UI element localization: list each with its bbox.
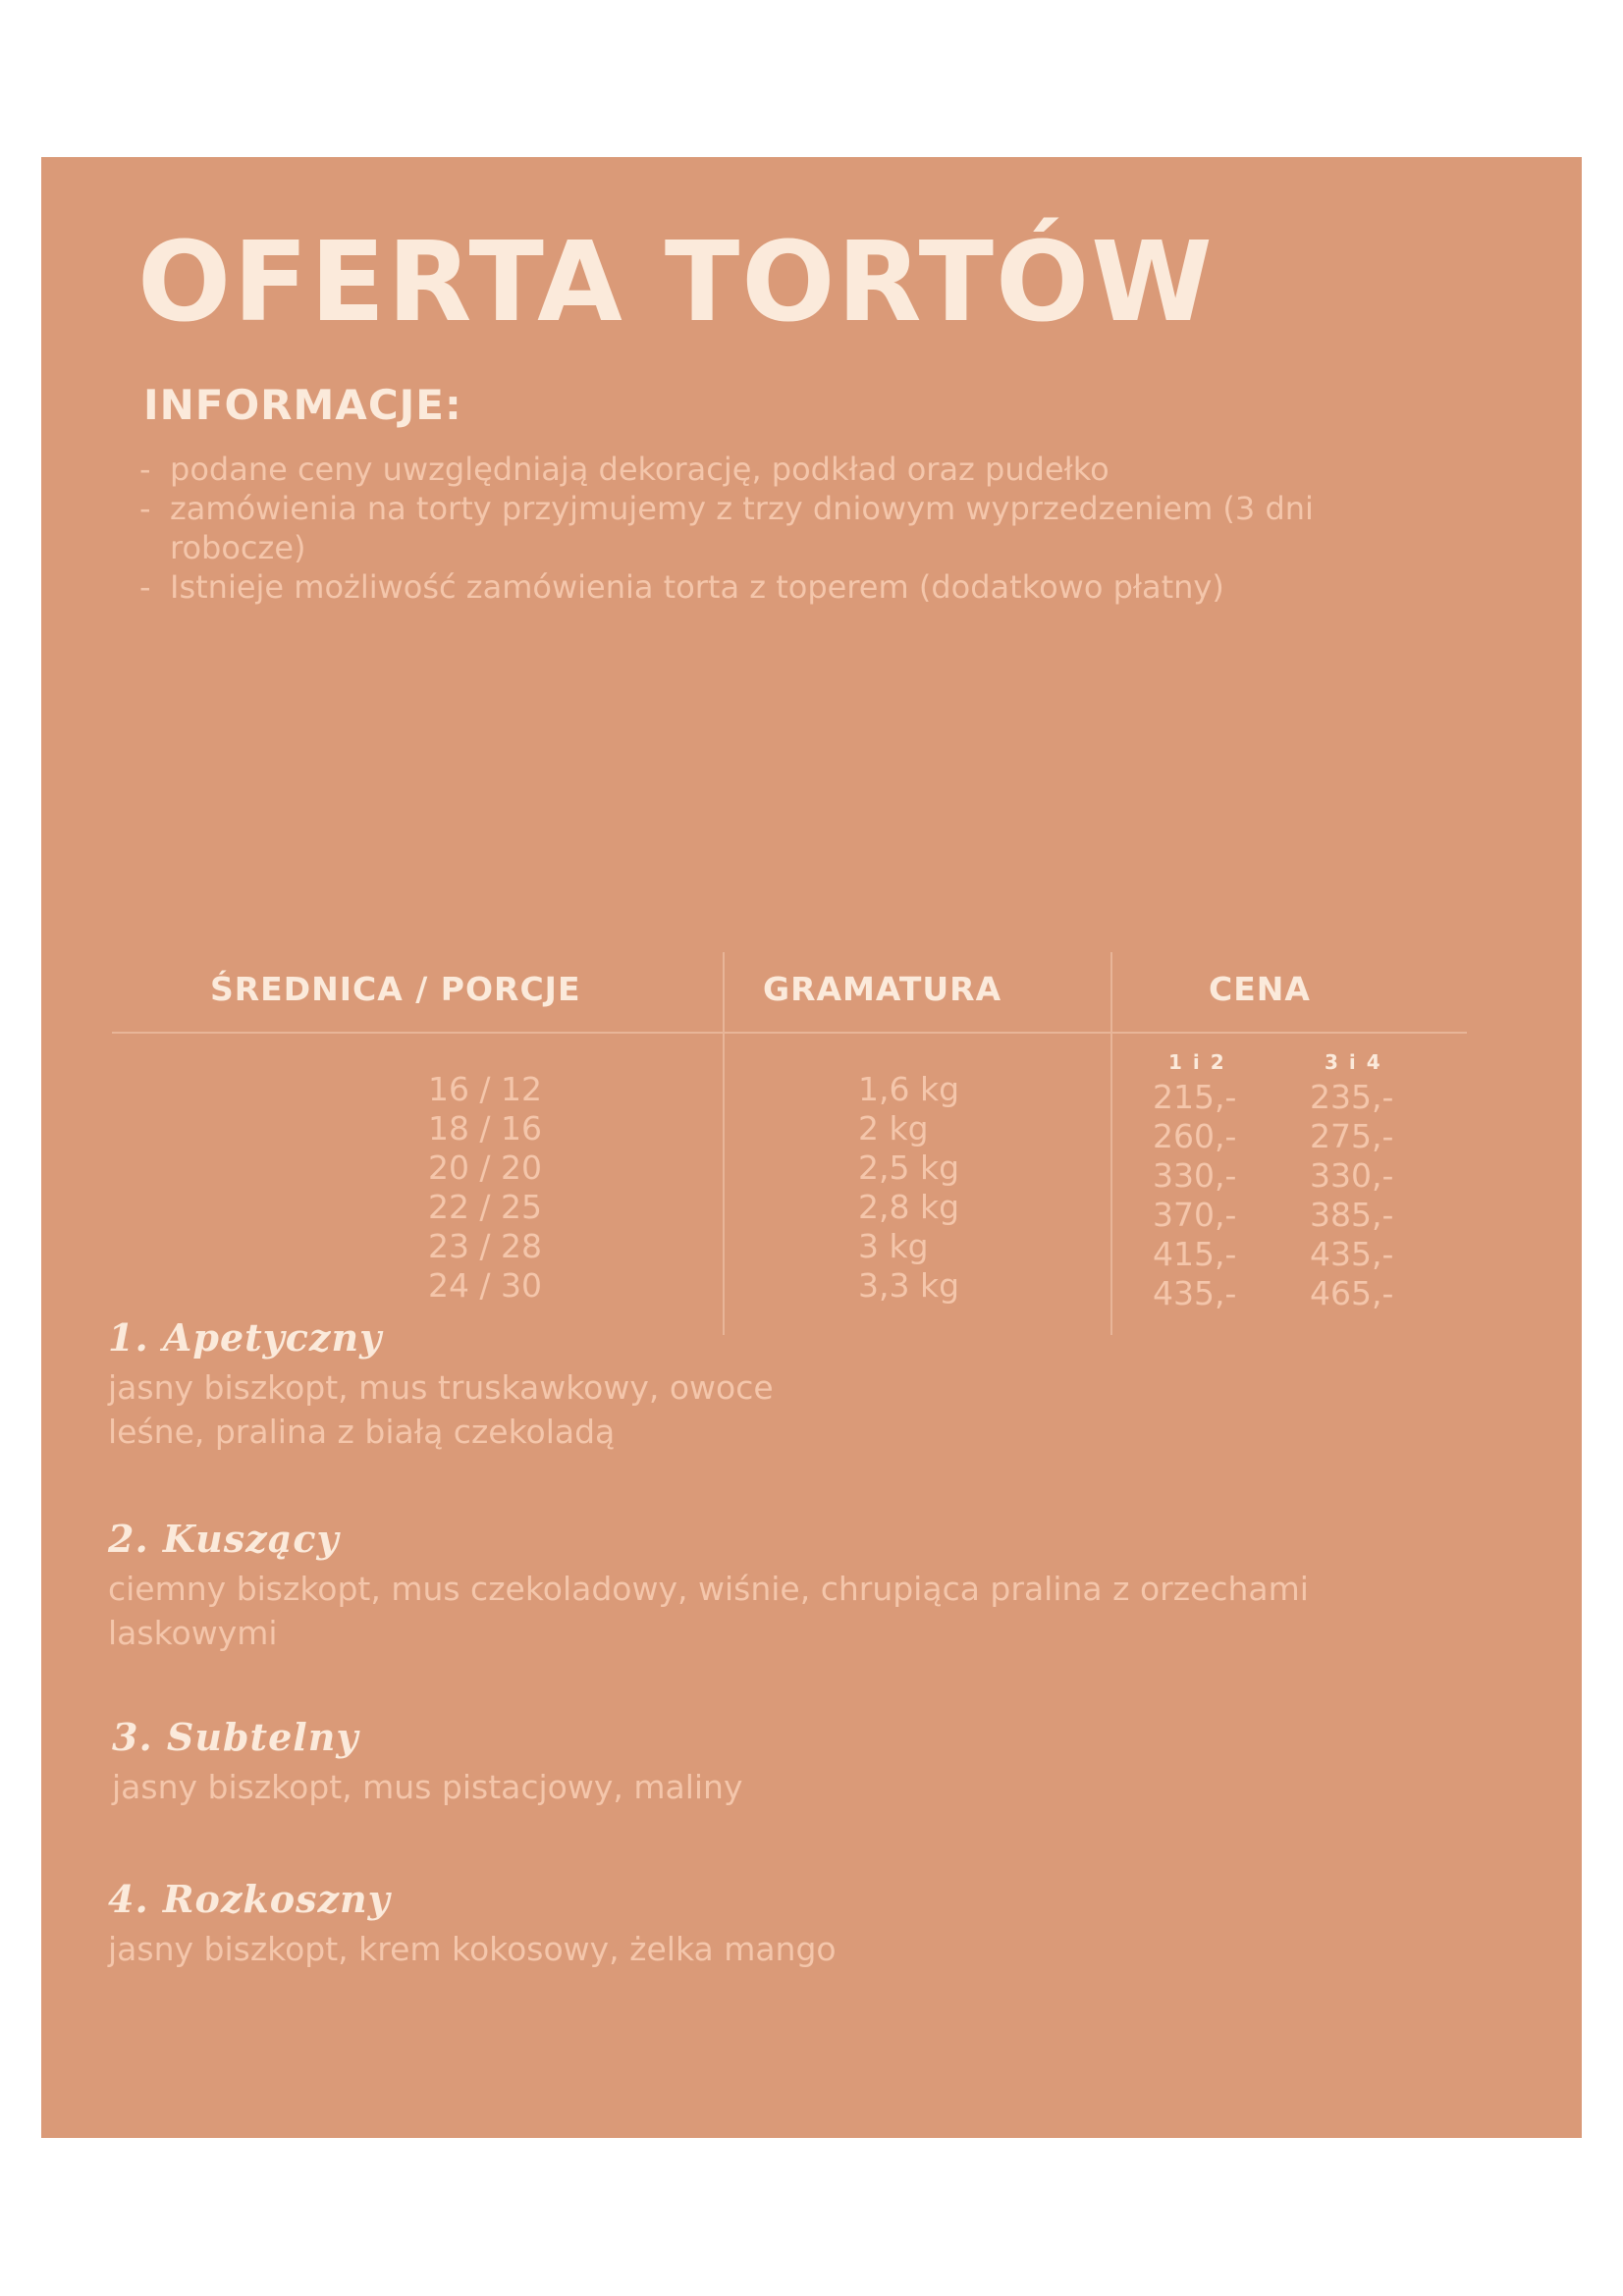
table-cell: 465,- [1310,1274,1394,1312]
table-cell: 3 kg [858,1227,929,1265]
table-cell: 260,- [1153,1117,1237,1155]
table-cell: 435,- [1310,1235,1394,1273]
table-cell: 2,8 kg [858,1188,960,1226]
page-title: OFERTA TORTÓW [137,219,1215,347]
table-cell: 330,- [1310,1156,1394,1195]
cake-description: jasny biszkopt, krem kokosowy, żelka mango [108,1930,837,1968]
price-column-3-4 [1310,1078,1393,1313]
diameter-column [357,1070,613,1306]
table-cell: 2 kg [858,1109,929,1148]
cake-name: 4. Rozkoszny [108,1877,391,1921]
price-subheader: 3 i 4 [1325,1050,1382,1074]
table-cell: 22 / 25 [427,1188,543,1226]
weight-column [858,1070,959,1306]
cake-item [108,1315,795,1454]
info-item: - Istnieje możliwość zamówienia torta z toperem (dodatkowo płatny) [139,568,1224,606]
menu-panel [41,157,1582,2138]
table-cell: 3,3 kg [858,1266,960,1305]
cake-name: 2. Kuszący [108,1517,340,1561]
price-subheader: 1 i 2 [1168,1050,1226,1074]
column-divider [723,952,725,1335]
table-cell: 275,- [1310,1117,1394,1155]
table-cell: 20 / 20 [427,1148,543,1187]
info-item: - zamówienia na torty przyjmujemy z trzy dniowym wyprzedzeniem (3 dni robocze) [139,490,1314,566]
cake-description: jasny biszkopt, mus pistacjowy, maliny [112,1768,743,1806]
header-divider [112,1032,1467,1034]
table-cell: 385,- [1310,1196,1394,1234]
info-heading: INFORMACJE: [143,381,462,429]
cake-item [112,1715,1388,1809]
column-divider [1110,952,1112,1335]
price-column-1-2 [1153,1078,1236,1313]
table-cell: 370,- [1153,1196,1237,1234]
cake-name: 3. Subtelny [112,1715,359,1759]
table-cell: 215,- [1153,1078,1237,1116]
cake-name: 1. Apetyczny [108,1315,383,1360]
table-cell: 1,6 kg [858,1070,960,1108]
table-cell: 16 / 12 [427,1070,543,1108]
price-table [112,785,1467,1335]
table-cell: 435,- [1153,1274,1237,1312]
header-price: CENA [1209,970,1311,1008]
cake-item [108,1517,1335,1655]
info-list [139,450,1446,607]
table-cell: 235,- [1310,1078,1394,1116]
table-cell: 18 / 16 [427,1109,543,1148]
cake-item [108,1877,1384,1971]
table-cell: 330,- [1153,1156,1237,1195]
table-cell: 2,5 kg [858,1148,960,1187]
table-cell: 23 / 28 [427,1227,543,1265]
table-cell: 415,- [1153,1235,1237,1273]
cake-description: ciemny biszkopt, mus czekoladowy, wiśnie, chrupiąca pralina z orzechami laskowymi [108,1570,1309,1652]
table-cell: 24 / 30 [427,1266,543,1305]
header-weight: GRAMATURA [763,970,1002,1008]
header-diameter: ŚREDNICA / PORCJE [210,970,581,1008]
info-item: - podane ceny uwzględniają dekorację, podkład oraz pudełko [139,451,1109,488]
cake-description: jasny biszkopt, mus truskawkowy, owoce leśne, pralina z białą czekoladą [108,1368,774,1451]
